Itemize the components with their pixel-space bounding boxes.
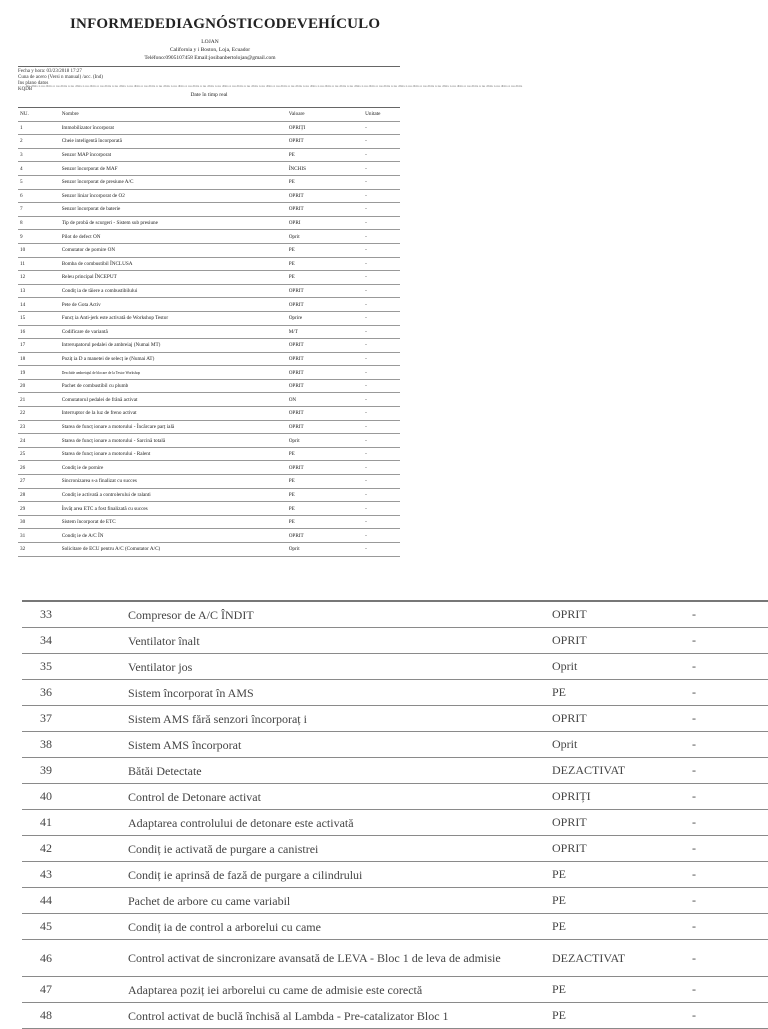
row-number: 36 <box>22 680 128 706</box>
row-unit: - <box>365 121 400 135</box>
row-parameter: Immobilizator încorporat <box>62 121 289 135</box>
row-number: 11 <box>18 257 62 271</box>
row-value: PE <box>289 447 365 461</box>
table-row <box>18 515 400 529</box>
row-unit: - <box>365 271 400 285</box>
row-unit: - <box>692 732 768 758</box>
table-row <box>18 243 400 257</box>
row-unit: - <box>365 257 400 271</box>
row-number: 39 <box>22 758 128 784</box>
row-value: Oprit <box>289 230 365 244</box>
row-parameter: Starea de funcț ionare a motorului - Încărcare parț ială <box>62 420 289 434</box>
row-parameter: Senzor liniar încorporat de O2 <box>62 189 289 203</box>
table-row <box>18 162 400 176</box>
table-row <box>18 203 400 217</box>
data-table-page-1 <box>18 107 400 557</box>
table-row <box>18 175 400 189</box>
row-number: 17 <box>18 339 62 353</box>
row-unit: - <box>692 784 768 810</box>
table-row <box>18 502 400 516</box>
table-row <box>18 298 400 312</box>
row-value: PE <box>289 271 365 285</box>
report-datetime: Fecha y hora: 03/23/2018 17:27 <box>18 69 82 74</box>
row-parameter: Ventilator jos <box>128 654 552 680</box>
table-row <box>22 888 768 914</box>
row-unit: - <box>692 628 768 654</box>
row-number: 40 <box>22 784 128 810</box>
row-value: M/T <box>289 325 365 339</box>
table-row <box>18 135 400 149</box>
table-row <box>22 862 768 888</box>
row-value: OPRIT <box>552 810 692 836</box>
row-value: Oprit <box>289 434 365 448</box>
row-parameter: Senzor MAP încorporat <box>62 148 289 162</box>
row-value: OPRIT <box>289 461 365 475</box>
row-unit: - <box>365 189 400 203</box>
report-title: INFORMEDEDIAGNÓSTICODEVEHÍCULO <box>70 16 381 32</box>
row-unit: - <box>692 977 768 1003</box>
row-parameter: Codificare de variantă <box>62 325 289 339</box>
row-number: 6 <box>18 189 62 203</box>
table-header-row <box>18 108 400 122</box>
row-unit: - <box>365 148 400 162</box>
row-number: 44 <box>22 888 128 914</box>
row-value: OPRIT <box>552 706 692 732</box>
row-parameter: Bătăi Detectate <box>128 758 552 784</box>
row-number: 46 <box>22 940 128 977</box>
row-unit: - <box>692 706 768 732</box>
row-parameter: Condiț ie activată a controlerului de ralanti <box>62 488 289 502</box>
table-row <box>22 1003 768 1029</box>
row-unit: - <box>692 680 768 706</box>
company-name: LOJAN <box>201 39 219 45</box>
row-value: OPRI <box>289 216 365 230</box>
row-value: PE <box>552 914 692 940</box>
table-row <box>18 230 400 244</box>
row-value: Oprit <box>552 654 692 680</box>
table-row <box>18 379 400 393</box>
row-unit: - <box>365 135 400 149</box>
row-value: ÎNCHIS <box>289 162 365 176</box>
row-unit: - <box>365 529 400 543</box>
row-number: 42 <box>22 836 128 862</box>
row-unit: - <box>365 502 400 516</box>
row-unit: - <box>365 243 400 257</box>
column-header: Valoare <box>289 108 365 122</box>
row-parameter: Pachet de combustibil cu plumb <box>62 379 289 393</box>
row-value: PE <box>289 502 365 516</box>
row-value: PE <box>289 488 365 502</box>
table-row <box>18 461 400 475</box>
row-number: 18 <box>18 352 62 366</box>
company-contact: Teléfono:0905107458 Email:josibanbertolojan@gmail.com <box>144 55 276 61</box>
row-parameter: Comutatorul pedalei de frână activat <box>62 393 289 407</box>
report-meta-line: Cuna de acero (Versi n manual) /acc. (Ind) <box>18 75 103 80</box>
row-parameter: Condiț ia de tăiere a combustibilului <box>62 284 289 298</box>
table-row <box>22 836 768 862</box>
row-number: 22 <box>18 407 62 421</box>
row-number: 35 <box>22 654 128 680</box>
row-unit: - <box>692 810 768 836</box>
row-parameter: Starea de funcț ionare a motorului - Ralent <box>62 447 289 461</box>
row-number: 9 <box>18 230 62 244</box>
row-parameter: Adaptarea poziț iei arborelui cu came de admisie este corectă <box>128 977 552 1003</box>
row-unit: - <box>692 862 768 888</box>
row-parameter: Funcț ia Anti-jerk este activată de Workshop Testor <box>62 311 289 325</box>
row-unit: - <box>365 447 400 461</box>
row-value: OPRIT <box>289 298 365 312</box>
table-row <box>18 393 400 407</box>
row-unit: - <box>365 379 400 393</box>
row-parameter: Poziț ia D a manetei de selecț ie (Numai AT) <box>62 352 289 366</box>
row-value: OPRIT <box>289 135 365 149</box>
row-number: 8 <box>18 216 62 230</box>
row-parameter: Interruptor de la luz de freno activat <box>62 407 289 421</box>
row-parameter: Ventilator înalt <box>128 628 552 654</box>
table-row <box>18 189 400 203</box>
row-unit: - <box>365 488 400 502</box>
row-parameter: Condiț ie aprinsă de fază de purgare a cilindrului <box>128 862 552 888</box>
row-number: 33 <box>22 601 128 628</box>
row-number: 27 <box>18 475 62 489</box>
table-row <box>18 148 400 162</box>
row-unit: - <box>692 654 768 680</box>
row-parameter: Control de Detonare activat <box>128 784 552 810</box>
row-number: 34 <box>22 628 128 654</box>
table-row <box>18 271 400 285</box>
row-value: OPRIT <box>552 628 692 654</box>
table-row <box>22 758 768 784</box>
row-unit: - <box>692 836 768 862</box>
table-row <box>22 628 768 654</box>
table-row <box>18 311 400 325</box>
row-unit: - <box>365 420 400 434</box>
row-parameter: Pete de Gota Activ <box>62 298 289 312</box>
row-number: 37 <box>22 706 128 732</box>
table-row <box>22 732 768 758</box>
row-parameter: Condiț ie de pornire <box>62 461 289 475</box>
row-parameter: Starea de funcț ionare a motorului - Sarcină totală <box>62 434 289 448</box>
row-parameter: Cheie inteligentă încorporată <box>62 135 289 149</box>
table-row <box>18 420 400 434</box>
table-row <box>22 706 768 732</box>
row-parameter: Condiț ie de A/C ÎN <box>62 529 289 543</box>
row-value: PE <box>289 475 365 489</box>
row-parameter: Deschide ambreiajul de blocare de la Testor Workshop <box>62 366 289 380</box>
row-number: 13 <box>18 284 62 298</box>
row-unit: - <box>365 393 400 407</box>
row-value: PE <box>552 1003 692 1029</box>
row-value: Oprit <box>289 543 365 557</box>
row-value: OPRIT <box>289 420 365 434</box>
row-parameter: Intrerupatorul pedalei de ambreiaj (Numai MT) <box>62 339 289 353</box>
row-value: DEZACTIVAT <box>552 940 692 977</box>
row-value: OPRIT <box>289 407 365 421</box>
row-number: 14 <box>18 298 62 312</box>
row-value: PE <box>289 243 365 257</box>
row-value: DEZACTIVAT <box>552 758 692 784</box>
row-parameter: Sincronizarea s-a finalizat cu succes <box>62 475 289 489</box>
row-number: 24 <box>18 434 62 448</box>
table-row <box>22 784 768 810</box>
row-value: OPRIȚI <box>552 784 692 810</box>
row-value: PE <box>289 175 365 189</box>
row-number: 48 <box>22 1003 128 1029</box>
row-parameter: Control activat de sincronizare avansată de LEVA - Bloc 1 de leva de admisie <box>128 940 552 977</box>
row-number: 26 <box>18 461 62 475</box>
row-unit: - <box>365 339 400 353</box>
row-number: 15 <box>18 311 62 325</box>
table-row <box>18 488 400 502</box>
row-unit: - <box>365 543 400 557</box>
row-parameter: Adaptarea controlului de detonare este activată <box>128 810 552 836</box>
row-unit: - <box>365 284 400 298</box>
row-unit: - <box>692 601 768 628</box>
table-row <box>22 914 768 940</box>
row-parameter: Sistem încorporat în AMS <box>128 680 552 706</box>
table-row <box>18 121 400 135</box>
row-value: OPRIT <box>289 339 365 353</box>
row-value: Oprire <box>289 311 365 325</box>
table-row <box>18 339 400 353</box>
table-row <box>18 325 400 339</box>
row-number: 3 <box>18 148 62 162</box>
row-unit: - <box>365 298 400 312</box>
row-unit: - <box>365 475 400 489</box>
row-value: OPRIT <box>552 601 692 628</box>
row-value: PE <box>552 977 692 1003</box>
row-unit: - <box>365 515 400 529</box>
row-parameter: Compresor de A/C ÎNDIT <box>128 601 552 628</box>
row-number: 29 <box>18 502 62 516</box>
row-number: 10 <box>18 243 62 257</box>
row-number: 45 <box>22 914 128 940</box>
row-parameter: Senzor încorporat de MAF <box>62 162 289 176</box>
row-number: 41 <box>22 810 128 836</box>
row-number: 38 <box>22 732 128 758</box>
row-parameter: Releu principal ÎNCEPUT <box>62 271 289 285</box>
row-unit: - <box>365 325 400 339</box>
row-unit: - <box>365 311 400 325</box>
row-value: OPRIT <box>289 352 365 366</box>
report-meta-line: KQDB <box>18 87 33 92</box>
row-parameter: Tip de probă de scurgeri - Sistem sub presiune <box>62 216 289 230</box>
row-unit: - <box>692 914 768 940</box>
row-value: PE <box>289 257 365 271</box>
row-unit: - <box>365 162 400 176</box>
header-divider <box>18 66 400 67</box>
table-row <box>22 940 768 977</box>
row-parameter: Pachet de arbore cu came variabil <box>128 888 552 914</box>
column-header: NU. <box>18 108 62 122</box>
row-value: OPRIT <box>552 836 692 862</box>
row-value: PE <box>552 680 692 706</box>
column-header: Unitate <box>365 108 400 122</box>
table-row <box>22 680 768 706</box>
row-number: 19 <box>18 366 62 380</box>
row-value: OPRIT <box>289 284 365 298</box>
row-value: OPRIȚI <box>289 121 365 135</box>
row-parameter: Sistem încorporat de ETC <box>62 515 289 529</box>
row-number: 20 <box>18 379 62 393</box>
row-parameter: Bomba de combustibil ÎNCLUSA <box>62 257 289 271</box>
table-row <box>18 352 400 366</box>
row-parameter: Senzor încorporat de baterie <box>62 203 289 217</box>
row-number: 47 <box>22 977 128 1003</box>
row-parameter: Condiț ie activată de purgare a canistrei <box>128 836 552 862</box>
table-row <box>18 407 400 421</box>
table-row <box>18 543 400 557</box>
row-value: OPRIT <box>289 379 365 393</box>
row-value: OPRIT <box>289 366 365 380</box>
table-row <box>18 475 400 489</box>
row-number: 28 <box>18 488 62 502</box>
noise-strip: Na dbits n nu dbits n nu dbits n nu dbits n nu dbits n nu dbits n nu dbits n nu dbits n nu dbits n nu dbits n nu dbits n nu dbits n nu dbits n nu dbits n nu dbits n nu dbits n nu dbits n nu dbits n nu dbits n nu dbits n nu dbits n nu dbits n nu dbits n nu dbits n nu dbits n nu dbits n nu dbits n nu dbits n nu dbits n nu dbits n nu dbits n nu dbits n nu dbits n nu dbits <box>26 84 523 88</box>
row-unit: - <box>365 352 400 366</box>
row-number: 12 <box>18 271 62 285</box>
row-unit: - <box>692 940 768 977</box>
row-unit: - <box>365 434 400 448</box>
row-value: ON <box>289 393 365 407</box>
report-header <box>90 38 330 62</box>
row-number: 43 <box>22 862 128 888</box>
row-number: 2 <box>18 135 62 149</box>
row-number: 31 <box>18 529 62 543</box>
row-parameter: Sistem AMS încorporat <box>128 732 552 758</box>
table-row <box>18 257 400 271</box>
table-row <box>18 529 400 543</box>
row-number: 1 <box>18 121 62 135</box>
table-row <box>18 434 400 448</box>
row-unit: - <box>692 888 768 914</box>
row-number: 21 <box>18 393 62 407</box>
row-unit: - <box>365 175 400 189</box>
row-unit: - <box>692 758 768 784</box>
row-unit: - <box>365 230 400 244</box>
row-parameter: Sistem AMS fără senzori încorporaț i <box>128 706 552 732</box>
row-parameter: Comutator de pornire ON <box>62 243 289 257</box>
table-row <box>22 654 768 680</box>
row-value: OPRIT <box>289 189 365 203</box>
company-address: California y i Boston, Loja, Ecuador <box>169 47 251 53</box>
table-row <box>18 447 400 461</box>
report-meta-line: Ins plano datos <box>18 81 49 86</box>
row-value: PE <box>289 515 365 529</box>
row-number: 5 <box>18 175 62 189</box>
row-unit: - <box>365 216 400 230</box>
row-number: 23 <box>18 420 62 434</box>
table-row <box>18 366 400 380</box>
row-value: PE <box>289 148 365 162</box>
row-number: 7 <box>18 203 62 217</box>
row-value: PE <box>552 888 692 914</box>
data-table-page-2 <box>22 600 768 1029</box>
row-parameter: Senzor încorporat de presiune A/C <box>62 175 289 189</box>
row-unit: - <box>692 1003 768 1029</box>
row-parameter: Control activat de buclă închisă al Lambda - Pre-catalizator Bloc 1 <box>128 1003 552 1029</box>
row-number: 30 <box>18 515 62 529</box>
report-meta <box>18 69 103 93</box>
row-unit: - <box>365 203 400 217</box>
row-number: 25 <box>18 447 62 461</box>
section-title: Date în timp real <box>190 92 228 98</box>
column-header: Nombre <box>62 108 289 122</box>
table-row <box>18 216 400 230</box>
row-unit: - <box>365 366 400 380</box>
row-unit: - <box>365 461 400 475</box>
row-value: PE <box>552 862 692 888</box>
table-row <box>22 977 768 1003</box>
row-parameter: Învăț area ETC a fost finalizată cu succes <box>62 502 289 516</box>
row-number: 4 <box>18 162 62 176</box>
row-parameter: Solicitare de ECU pentru A/C (Comutator A/C) <box>62 543 289 557</box>
table-row <box>18 284 400 298</box>
row-value: OPRIT <box>289 529 365 543</box>
row-number: 16 <box>18 325 62 339</box>
table-row <box>22 810 768 836</box>
row-parameter: Pilot de defect ON <box>62 230 289 244</box>
row-unit: - <box>365 407 400 421</box>
row-value: OPRIT <box>289 203 365 217</box>
row-value: Oprit <box>552 732 692 758</box>
row-number: 32 <box>18 543 62 557</box>
table-row <box>22 601 768 628</box>
report-page-2 <box>0 598 768 1024</box>
row-parameter: Condiț ia de control a arborelui cu came <box>128 914 552 940</box>
